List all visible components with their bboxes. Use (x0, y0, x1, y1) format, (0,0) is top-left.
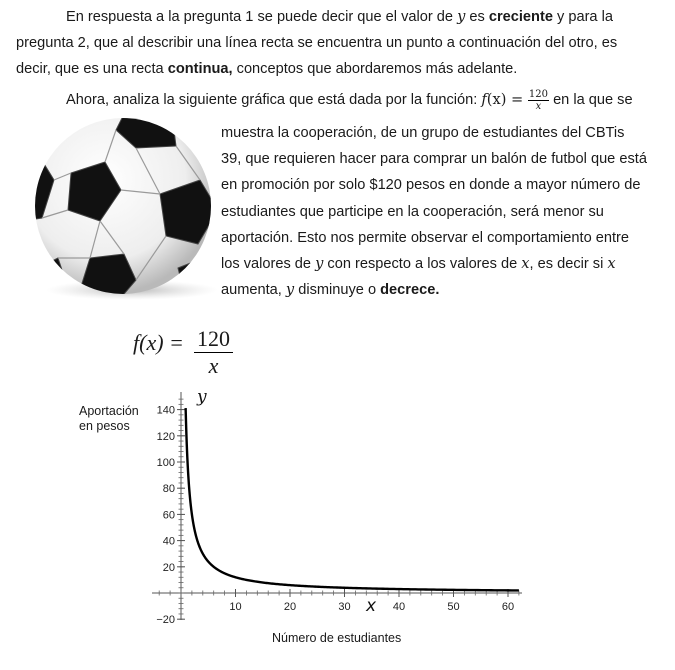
y-axis-title: Aportación en pesos (79, 404, 139, 433)
graph-formula-numerator: 120 (194, 326, 233, 353)
para1-line3: decir, que es una recta continua, conceptos que abordaremos más adelante. (16, 61, 518, 77)
x-tick-label: 50 (447, 601, 460, 613)
x-tick-label: 30 (338, 601, 351, 613)
para2-line3: 39, que requieren hacer para comprar un balón de futbol que está (221, 151, 647, 167)
x-axis-letter: x (366, 596, 377, 616)
y-tick-label: 80 (162, 483, 175, 496)
y-tick-label: 120 (156, 430, 175, 443)
x-axis-title: Número de estudiantes (272, 631, 402, 645)
series-line-120-over-x (186, 408, 519, 590)
x-tick-label: 40 (392, 601, 406, 613)
chart-axes (152, 392, 522, 620)
graph-formula-lhs: f(x) = (133, 330, 184, 355)
y-axis-letter: y (197, 387, 207, 407)
chart-ticks (156, 399, 519, 626)
para2-line5: estudiantes que participe en la cooperación, será menor su (221, 204, 604, 220)
soccer-ball-icon (28, 118, 218, 303)
para2-line6: aportación. Esto nos permite observar el comportamiento entre (221, 230, 630, 246)
x-tick-label: 10 (229, 601, 242, 613)
para2-line1: Ahora, analiza la siguiente gráfica que está dada por la función: f(x) = $\frac{120}{x}$ en la que se (66, 88, 633, 112)
x-tick-label: 60 (501, 601, 515, 613)
y-tick-label: 100 (156, 457, 175, 469)
inline-fraction: $\frac{120}{x}$ (528, 88, 549, 112)
y-tick-label: 60 (162, 509, 175, 522)
axis-letters (196, 387, 377, 616)
para1-line1: En respuesta a la pregunta 1 se puede decir que el valor de y es creciente y para la (66, 8, 613, 25)
para2-line8: aumenta, y disminuye o decrece. (221, 281, 440, 298)
x-tick-label: 20 (283, 601, 297, 613)
graph-formula-denominator: x (208, 353, 219, 378)
y-tick-label: 40 (162, 535, 175, 548)
para1-line2: pregunta 2, que al describir una línea recta se encuentra un punto a continuación del otro, es (16, 35, 618, 51)
y-tick-label: 20 (162, 561, 175, 574)
reciprocal-chart (0, 320, 675, 630)
y-tick-label: 140 (156, 404, 175, 417)
para2-line2: muestra la cooperación, de un grupo de estudiantes del CBTis (221, 125, 625, 141)
y-tick-label: −20 (156, 614, 175, 627)
para2-line4: en promoción por solo $120 pesos en donde a mayor número de (221, 177, 641, 193)
para2-line7: los valores de y con respecto a los valores de x, es decir si x (221, 255, 616, 272)
